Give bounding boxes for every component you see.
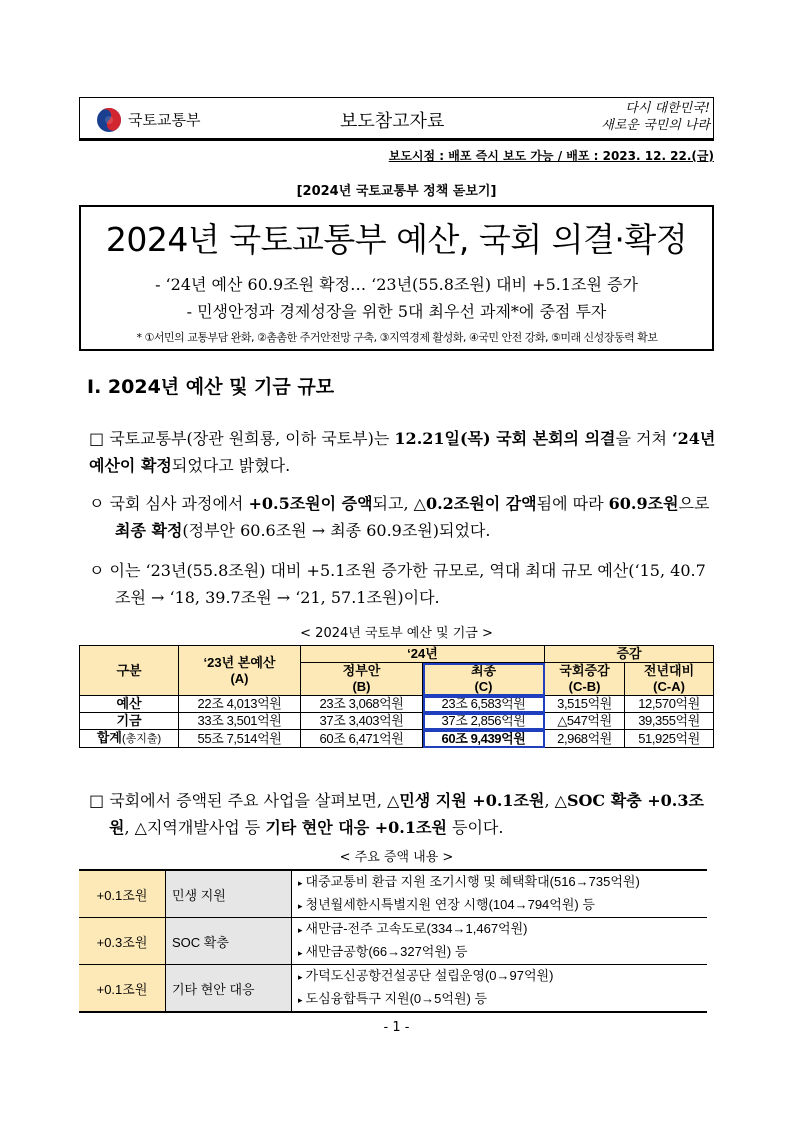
cell-final: 23조 6,583억원 [423, 696, 545, 713]
list-item-text: 대중교통비 환급 지원 조기시행 및 혜택확대(516→735억원) [305, 874, 640, 889]
col-header-category: 구분 [80, 646, 179, 696]
cell-amount: +0.1조원 [79, 965, 166, 1013]
p4-text: , △ [544, 791, 567, 810]
cell-details [292, 965, 708, 1013]
col-header-final-label: 최종 [470, 663, 497, 678]
list-item-text: 새만금공항(66→327억원) 등 [305, 944, 468, 959]
cell-category: SOC 확충 [166, 918, 292, 965]
table-1-caption: < 2024년 국토부 예산 및 기금 > [300, 626, 493, 641]
bullet-icon: ▸ [298, 878, 303, 888]
increase-table [79, 869, 707, 1013]
col-header-prev-sub: (A) [230, 670, 249, 686]
page-number: - 1 - [383, 1020, 410, 1035]
main-title: 2024년 국토교통부 예산, 국회 의결·확정 [105, 220, 688, 259]
bullet-icon: ▸ [298, 901, 303, 911]
cell-category: 기타 현안 대응 [166, 965, 292, 1013]
paragraph-4 [89, 787, 719, 841]
release-info: 보도시점 : 배포 즉시 보도 가능 / 배포 : 2023. 12. 22.(금) [388, 149, 714, 163]
col-header-prev-label: ‘23년 본예산 [203, 654, 276, 670]
table-2-caption: < 주요 증액 내용 > [339, 850, 454, 865]
table-row [79, 870, 707, 918]
section-heading: Ⅰ. 2024년 예산 및 기금 규모 [87, 376, 335, 398]
cell-gov: 23조 3,068억원 [301, 696, 423, 713]
cell-amount: +0.3조원 [79, 918, 166, 965]
cell-yoy: 12,570억원 [625, 696, 714, 713]
subtitle-1: - ‘24년 예산 60.9조원 확정… ‘23년(55.8조원) 대비 +5.1조원 증가 [155, 275, 638, 294]
bullet-icon: ▸ [298, 948, 303, 958]
p2-bold: △0.2조원이 감액 [413, 494, 537, 513]
p2-text: ㅇ 국회 심사 과정에서 [89, 494, 249, 513]
row-label-text: 합계 [96, 730, 122, 745]
cell-amount: +0.1조원 [79, 870, 166, 918]
list-item-text: 청년월세한시특별지원 연장 시행(104→794억원) 등 [305, 897, 595, 912]
p2-text: 되고, [372, 494, 414, 513]
p1-text: □ 국토교통부(장관 원희룡, 이하 국토부)는 [89, 429, 395, 448]
cell-yoy: 39,355억원 [625, 713, 714, 730]
p1-bold: ‘24년 예산이 확정 [89, 429, 716, 475]
list-item [298, 988, 701, 1011]
p4-bold: 기타 현안 대응 +0.1조원 [265, 818, 447, 837]
subtitle-2: - 민생안정과 경제성장을 위한 5대 최우선 과제*에 중점 투자 [186, 302, 607, 321]
cell-details [292, 870, 708, 918]
p4-text: □ 국회에서 증액된 주요 사업을 살펴보면, △ [89, 791, 400, 810]
row-label-text: 예산 [116, 696, 142, 711]
col-header-change: 증감 [545, 646, 714, 663]
slogan [562, 100, 710, 134]
list-item [298, 918, 701, 941]
cell-prev: 22조 4,013억원 [179, 696, 301, 713]
paragraph-2 [89, 490, 719, 544]
p2-text: (정부안 60.6조원 → 최종 60.9조원)되었다. [182, 521, 491, 540]
p1-bold: 12.21일(목) 국회 본회의 의결 [394, 429, 616, 448]
col-header-assembly [545, 663, 625, 696]
cell-prev: 55조 7,514억원 [179, 730, 301, 748]
col-header-yoy-label: 전년대비 [643, 663, 695, 678]
list-item [298, 941, 701, 964]
p2-bold: 최종 확정 [115, 521, 183, 540]
p2-text: 으로 [678, 494, 710, 513]
p4-bold: 민생 지원 +0.1조원 [399, 791, 545, 810]
list-item [298, 871, 701, 894]
row-label [80, 730, 179, 748]
col-header-assembly-sub: (C-B) [568, 679, 601, 694]
cell-prev: 33조 3,501억원 [179, 713, 301, 730]
list-item-text: 도심융합특구 지원(0→5억원) 등 [305, 991, 488, 1006]
bullet-icon: ▸ [298, 995, 303, 1005]
col-header-final [423, 663, 545, 696]
list-item-text: 가덕도신공항건설공단 설립운영(0→97억원) [305, 968, 554, 983]
cell-final: 60조 9,439억원 [423, 730, 545, 748]
table-row [79, 965, 707, 1013]
title-footnote: * ①서민의 교통부담 완화, ②촘촘한 주거안전망 구축, ③지역경제 활성화, ④국민 안전 강화, ⑤미래 신성장동력 확보 [136, 331, 658, 344]
cell-gov: 37조 3,403억원 [301, 713, 423, 730]
paragraph-1 [89, 425, 719, 479]
table-row [79, 918, 707, 965]
col-header-final-sub: (C) [474, 679, 493, 694]
table-row [80, 696, 714, 713]
cell-assembly: △547억원 [545, 713, 625, 730]
row-label [80, 713, 179, 730]
cell-yoy: 51,925억원 [625, 730, 714, 748]
series-label: [2024년 국토교통부 정책 돋보기] [296, 184, 497, 199]
cell-final: 37조 2,856억원 [423, 713, 545, 730]
row-label-text: 기금 [116, 713, 142, 728]
col-header-prev [179, 646, 301, 696]
col-header-24: ‘24년 [301, 646, 545, 663]
list-item [298, 965, 701, 988]
col-header-gov [301, 663, 423, 696]
col-header-gov-label: 정부안 [342, 663, 381, 678]
list-item-text: 새만금-전주 고속도로(334→1,467억원) [305, 921, 528, 936]
budget-table [79, 645, 714, 748]
cell-gov: 60조 6,471억원 [301, 730, 423, 748]
row-label [80, 696, 179, 713]
col-header-gov-sub: (B) [352, 679, 371, 694]
p2-bold: 60.9조원 [608, 494, 679, 513]
cell-assembly: 3,515억원 [545, 696, 625, 713]
p1-text: 되었다고 밝혔다. [171, 456, 291, 475]
p2-text: 됨에 따라 [536, 494, 609, 513]
cell-details [292, 918, 708, 965]
slogan-line-2: 새로운 국민의 나라 [601, 118, 710, 133]
bullet-icon: ▸ [298, 925, 303, 935]
list-item [298, 894, 701, 917]
col-header-assembly-label: 국회증감 [559, 663, 610, 678]
table-row [80, 713, 714, 730]
ministry-name: 국토교통부 [128, 111, 201, 129]
paragraph-3: ㅇ 이는 ‘23년(55.8조원) 대비 +5.1조원 증가한 규모로, 역대 최대 규모 예산(‘15, 40.7조원 → ‘18, 39.7조원 → ‘21, 57.1조원)이다. [89, 561, 706, 607]
p1-text: 을 거쳐 [615, 429, 673, 448]
slogan-line-1: 다시 대한민국! [625, 101, 710, 116]
p2-bold: +0.5조원이 증액 [248, 494, 373, 513]
cell-assembly: 2,968억원 [545, 730, 625, 748]
cell-category: 민생 지원 [166, 870, 292, 918]
p4-text: 등이다. [446, 818, 504, 837]
row-label-sub: (총지출) [121, 733, 162, 745]
p4-bold: SOC 확충 +0.3조원 [109, 791, 704, 837]
col-header-yoy-sub: (C-A) [653, 679, 685, 694]
p4-text: , △지역개발사업 등 [124, 818, 266, 837]
table-row [80, 730, 714, 748]
document-type: 보도참고자료 [340, 111, 445, 132]
bullet-icon: ▸ [298, 972, 303, 982]
taegeuk-logo-icon [96, 107, 122, 133]
col-header-yoy [625, 663, 714, 696]
